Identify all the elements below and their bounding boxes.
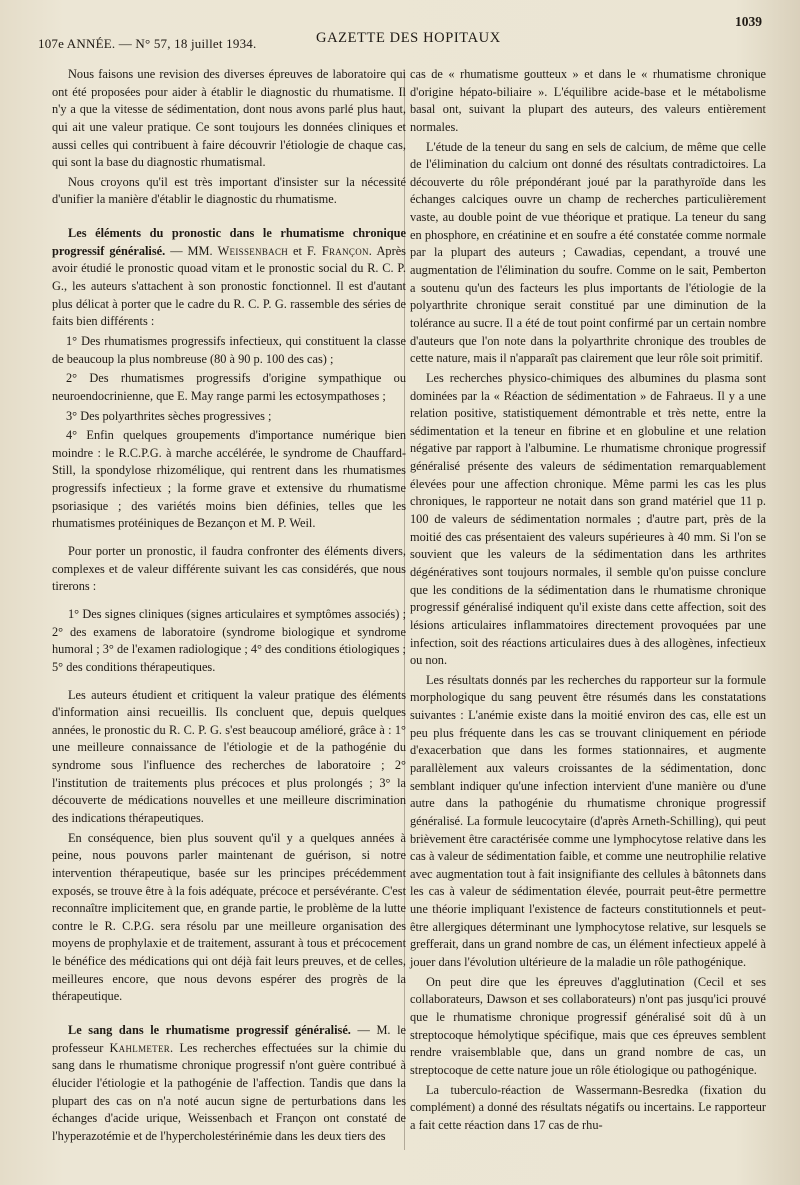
list-item: 4° Enfin quelques groupements d'importance numérique bien moindre : le R.C.P.G. à marche accélérée, le syndrome de Chauffard-Still, la spondylose rhizomélique, qui rentrent dans les rhumatismes progressifs infectieux ; la forme grave et extensive du rhumatisme psoriasique ; des variétés moins bien définies, telles que les rhumatismes protéiniques de Bezançon et M. P. Weil.: [52, 428, 406, 531]
journal-title: GAZETTE DES HOPITAUX: [316, 30, 501, 46]
paragraph: 1° Des signes cliniques (signes articulaires et symptômes associés) ; 2° des examens de laboratoire (syndrome biologique et syndrome humoral ; 3° de l'examen radiologique ; 4° des conditions étiologiques ; 5° des conditions thérapeutiques.: [52, 606, 406, 674]
issue-info: 107e ANNÉE. — N° 57, 18 juillet 1934.: [38, 36, 257, 51]
paragraph: Les auteurs étudient et critiquent la valeur pratique des éléments d'information ainsi recueillis. Ils concluent que, depuis quelques années, le pronostic du R. C. P. G. s'est beaucoup amélioré, grâce à : 1° une meilleure connaissance de l'étiologie et de la pathogénie du syndrome sous l'influence des recherches de laboratoire ; 2° l'institution de traitements plus précoces et plus prolongés ; 3° la découverte de médications nouvelles et une meilleure discrimination des indications thérapeutiques.: [52, 687, 406, 825]
right-column: [410, 66, 766, 1136]
paragraph: cas de « rhumatisme goutteux » et dans le « rhumatisme chronique d'origine hépato-biliaire ». L'équilibre acide-base et le métabolisme basal ont, suivant la plupart des auteurs, des valeurs entièrement normales.: [410, 67, 766, 134]
section-paragraph-sang: Le sang dans le rhumatisme progressif généralisé. — M. le professeur Kahlmeter. Les recherches effectuées sur la chimie du sang dans le rhumatisme chronique progressif n'ont guère contribué à élucider l'étiologie et la pathogénie de l'affection. Tandis que dans la plupart des cas on n'a noté aucun signe de perturbations dans les échanges d'acide urique, Weissenbach et Françon ont constaté de l'hyperazotémie et de l'hypercholestérinémie dans les deux tiers des: [52, 1023, 407, 1143]
paragraph: La tuberculo-réaction de Wassermann-Besredka (fixation du complément) a donné des résultats négatifs ou incertains. Le rapporteur a fait cette réaction dans 17 cas de rhu-: [410, 1082, 766, 1132]
list-item: 1° Des rhumatismes progressifs infectieux, qui constituent la classe de beaucoup la plus nombreuse (80 à 90 p. 100 des cas) ;: [52, 333, 406, 366]
author-name: Weissenbach: [217, 243, 289, 258]
author-name: Kahlmeter.: [109, 1040, 174, 1055]
paragraph: Les recherches physico-chimiques des albumines du plasma sont dominées par la « Réaction de sédimentation » de Fahraeus. Il y a une relation positive, statistiquement démontrable et très nette, entre la sédimentation et la teneur en fibrine et en globuline et une relation négative par rapport à l'albumine. Le rhumatisme chronique progressif généralisé présente des valeurs de sédimentation remarquablement élevées pour une affection chronique. Même parmi les cas les plus chroniques, le rapporteur ne notait dans son grand matériel que 11 p. 100 de valeurs de sédimentation normales ; d'autre part, près de la moitié des cas présentaient des valeurs supérieures à 40 mm. Si l'on se souvient que les valeurs de la sédimentation dans les arthrites dégénératives sont toujours normales, il semble qu'on puisse conclure que les conditions de la sédimentation dans le rhumatisme chronique progressif généralisé indiquent qu'il existe dans cette affection, soit des lésions articulaires inflammatoires directement provoquées par une infection, soit des réactions articulaires dues à des allogènes, infectieux ou non.: [410, 370, 766, 668]
paragraph: Les résultats donnés par les recherches du rapporteur sur la formule morphologique du sang peuvent être résumés dans les constatations suivantes : L'anémie existe dans la moitié environ des cas, elle est un peu plus fréquente dans les cas se trouvant cliniquement en période d'exacerbation que dans les formes stationnaires, et augmente parallèlement aux valeurs croissantes de la sédimentation, donc semblant indiquer qu'une infection intervient d'une manière ou d'une autre dans la pathogénie du rhumatisme chronique progressif généralisé. La formule leucocytaire (d'après Arneth-Schilling), qui peut brièvement être caractérisée comme une lymphocytose relative dans les cas à valeur de sédimentation faible, et comme une neutrophilie relative avec augmentation tout à fait insignifiante des cellules à bâtonnets dans les cas à valeur de sédimentation élevée, pourrait peut-être permettre une théorie impliquant l'existence de facteurs constitutionnels et peut-être allergiques déterminant une lymphocytose relative, sur lesquels se grefferait, dans un grand nombre de cas, un élément infectieux appelé à jouer dans l'évolution ultérieure de la maladie un rôle pathogénique.: [410, 672, 766, 970]
list-item: 2° Des rhumatismes progressifs d'origine sympathique ou neuroendocrinienne, que E. May range parmi les ectosympathoses ;: [52, 371, 406, 403]
paragraph: Nous croyons qu'il est très important d'insister sur la nécessité d'unifier la manière d'établir le diagnostic du rhumatisme.: [52, 174, 406, 207]
paragraph: Pour porter un pronostic, il faudra confronter des éléments divers, complexes et de valeur différente suivant les cas considérés, que nous tirerons :: [52, 544, 406, 594]
section-paragraph-pronostic: Les éléments du pronostic dans le rhumatisme chronique progressif généralisé. — MM. Weissenbach et F. Françon. Après avoir étudié le pronostic quoad vitam et le pronostic social du R. C. P. G., les auteurs s'attachent à son pronostic fonctionnel. Il est d'autant plus délicat à porter que le cadre du R. C. P. G. rassemble des séries de faits bien différents :: [52, 226, 406, 329]
author-name: F. Françon.: [306, 243, 373, 258]
page-number: 1039: [735, 14, 762, 29]
page-header: [38, 14, 772, 56]
paragraph: L'étude de la teneur du sang en sels de calcium, de même que celle de l'élimination du calcium ont donné des résultats contradictoires. La découverte du rôle prépondérant joué par la parathyroïde dans les échanges calciques ouvre un champ de recherches particulièrement vaste, au double point de vue théorique et pratique. La teneur du sang en phosphore, en créatinine et en soufre a été constatée comme normale par la plupart des auteurs ; Cawadias, cependant, a trouvé une augmentation de l'élimination du soufre. Comme on le sait, Pemberton a soutenu qu'un des facteurs les plus importants de l'étiologie de la polyarthrite chronique serait constitué par une diminution de la tolérance au sucre. Il a été de tout point confirmé par un certain nombre d'auteurs que l'on note dans la polyarthrite chronique des troubles de cette nature, mais il n'apparaît pas clairement que leur rôle soit primitif.: [410, 139, 766, 366]
list-item: 3° Des polyarthrites sèches progressives ;: [66, 408, 272, 423]
section-heading: Le sang dans le rhumatisme progressif généralisé.: [68, 1023, 351, 1038]
section-heading: Les éléments du pronostic dans le rhumatisme chronique progressif généralisé.: [52, 226, 406, 258]
paragraph: En conséquence, bien plus souvent qu'il y a quelques années à peine, nous pouvons parler maintenant de guérison, si notre intervention thérapeutique, basée sur les principes précédemment exposés, se trouve être à la fois adéquate, précoce et persévérante. C'est reconnaître implicitement que, en grande partie, le problème de la lutte contre le R. C.P.G. sera résolu par une meilleure organisation des moyens de prophylaxie et de traitement, assurant à tous et précocement le bénéfice des médications qui ont déjà fait leurs preuves, et de celles, meilleures encore, que nous devons espérer des progrès de la thérapeutique.: [52, 830, 406, 1004]
left-column: [52, 66, 406, 1148]
paragraph: Nous faisons une revision des diverses épreuves de laboratoire qui ont été proposées pour aider à établir le diagnostic du rhumatisme. Il n'y a que la vitesse de sédimentation, dont nous avons parlé plus haut, qui ait une valeur pratique. Ce sont toujours les données cliniques et aussi celles qui contribuent à faire découvrir l'étiologie de chaque cas, qui sont la base du diagnostic rhumatismal.: [52, 67, 406, 170]
paragraph: On peut dire que les épreuves d'agglutination (Cecil et ses collaborateurs, Dawson et ses collaborateurs) n'ont pas jusqu'ici prouvé que le rhumatisme chronique progressif généralisé soit dû à un streptocoque hémolytique spécifique, mais que ces épreuves semblent rendre vraisemblable que, dans un grand nombre de cas, un streptocoque de cette nature joue un rôle étiologique ou pathogénique.: [410, 974, 766, 1077]
